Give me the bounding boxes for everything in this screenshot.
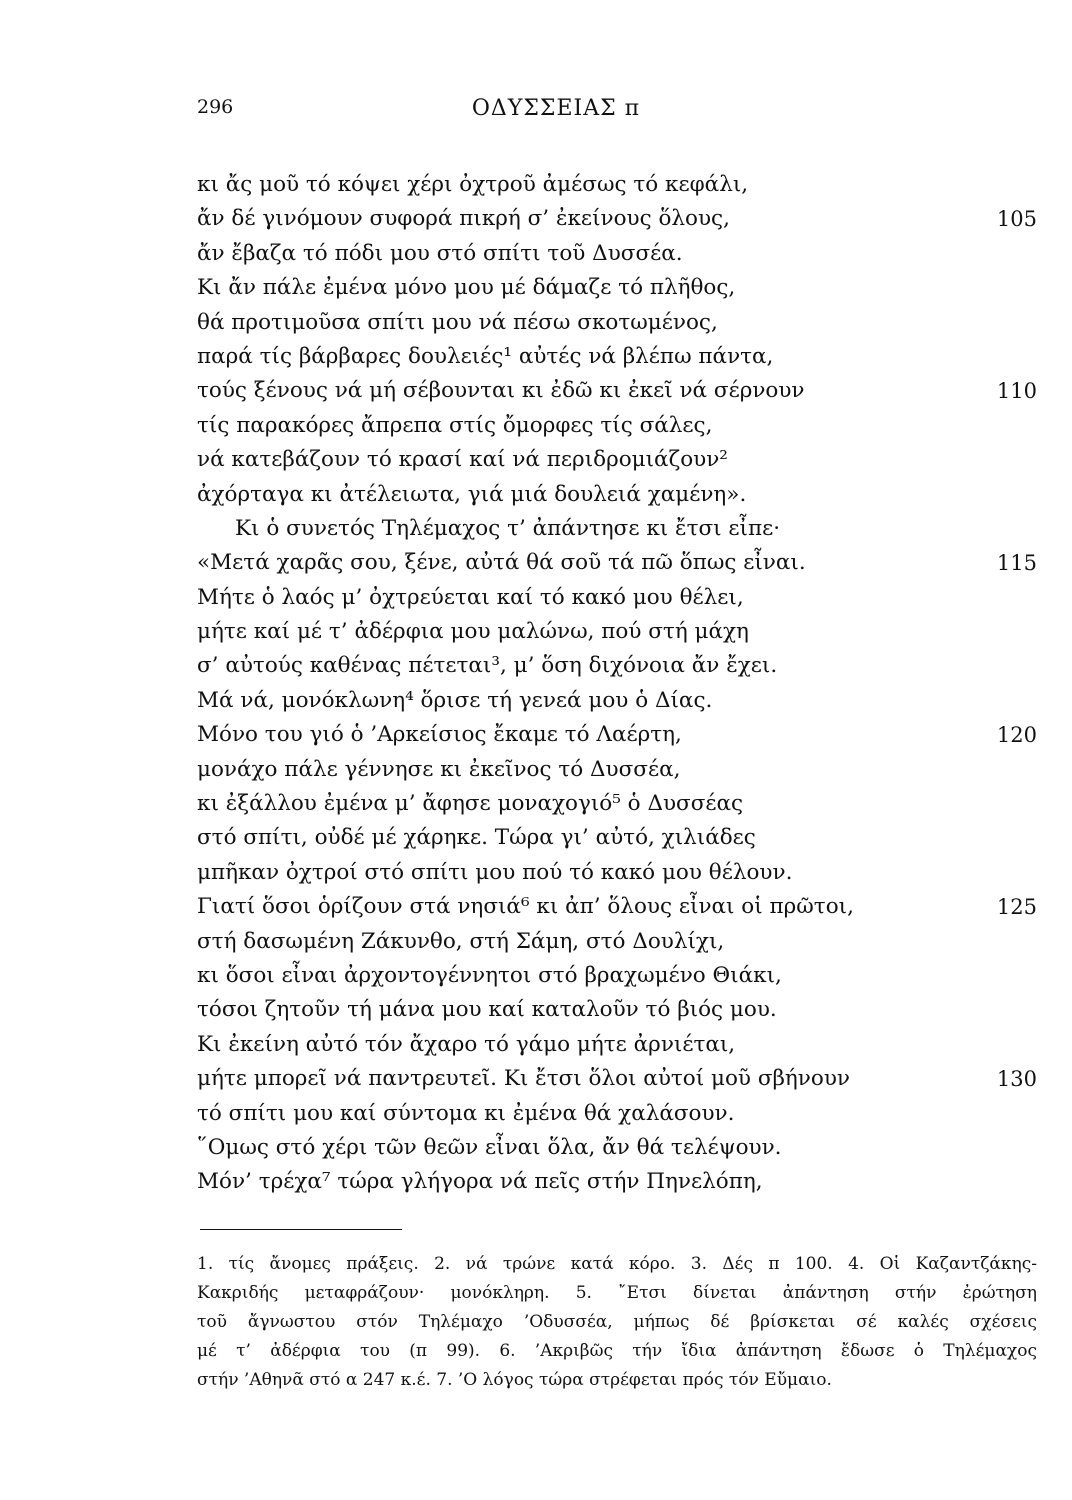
verse-line [197,478,1037,512]
line-number: 115 [996,551,1037,576]
line-number: 110 [996,379,1037,404]
verse-text: ἄν ἔβαζα τό πόδι μου στό σπίτι τοῦ Δυσσέα. [197,240,683,266]
verse-line [197,993,1037,1027]
verse-text: Κι ὁ συνετός Τηλέμαχος τ’ ἀπάντησε κι ἔτσι εἶπε· [235,515,781,541]
verse-text: μονάχο πάλε γέννησε κι ἐκεῖνος τό Δυσσέα, [197,756,681,782]
verse-line [197,925,1037,959]
verse-text: τίς παρακόρες ἄπρεπα στίς ὄμορφες τίς σάλες, [197,412,713,438]
verse-line [197,615,1037,649]
verse-text: τούς ξένους νά μή σέβουνται κι ἐδῶ κι ἐκεῖ νά σέρνουν [197,378,805,404]
verse-line [197,581,1037,615]
verse-line [197,202,1037,236]
verse-line [197,787,1037,821]
page-number: 296 [197,96,234,118]
verse-line [197,890,1037,924]
running-title: ΟΔΥΣΣΕΙΑΣ π [471,96,641,121]
verse-text: μήτε καί μέ τ’ ἀδέρφια μου μαλώνω, πού στή μάχη [197,619,749,645]
verse-text: «Μετά χαρᾶς σου, ξένε, αὐτά θά σοῦ τά πῶ ὅπως εἶναι. [197,550,806,576]
verse-line [197,649,1037,683]
verse-line [197,1028,1037,1062]
verse-line [197,1165,1037,1199]
footnote-line: τοῦ ἄγνωστου στόν Τηλέμαχο ’Οδυσσέα, μήπως δέ βρίσκεται σέ καλές σχέσεις [197,1312,1037,1332]
verse-text: ἀχόρταγα κι ἀτέλειωτα, γιά μιά δουλειά χαμένη». [197,481,747,507]
verse-line [197,512,1037,546]
verse-line [197,1097,1037,1131]
verse-text: Κι ἐκείνη αὐτό τόν ἄχαρο τό γάμο μήτε ἀρνιέται, [197,1031,736,1057]
verse-line [197,168,1037,202]
verse-line [197,753,1037,787]
verse-text: Γιατί ὅσοι ὁρίζουν στά νησιά⁶ κι ἀπ’ ὅλους εἶναι οἱ πρῶτοι, [197,894,854,920]
footnote-line: Κακριδής μεταφράζουν· μονόκληρη. 5. ῎Ετσι δίνεται ἀπάντηση στήν ἐρώτηση [197,1283,1037,1303]
verse-text: Κι ἄν πάλε ἐμένα μόνο μου μέ δάμαζε τό πλῆθος, [197,275,736,301]
verse-line [197,340,1037,374]
verse-line [197,374,1037,408]
verse-text: ἄν δέ γινόμουν συφορά πικρή σ’ ἐκείνους ὅλους, [197,206,730,232]
verse-text: μπῆκαν ὀχτροί στό σπίτι μου πού τό κακό μου θέλουν. [197,859,793,885]
verse-text: σ’ αὐτούς καθένας πέτεται³, μ’ ὅση διχόνοια ἄν ἔχει. [197,653,778,679]
line-number: 105 [996,207,1037,232]
verse-text: τό σπίτι μου καί σύντομα κι ἐμένα θά χαλάσουν. [197,1100,735,1126]
verse-line [197,306,1037,340]
verse-text: τόσοι ζητοῦν τή μάνα μου καί καταλοῦν τό βιός μου. [197,997,777,1023]
verse-text: στό σπίτι, οὐδέ μέ χάρηκε. Τώρα γι’ αὐτό, χιλιάδες [197,825,756,851]
verse-line [197,443,1037,477]
verse-text: κι ἐξάλλου ἐμένα μ’ ἄφησε μοναχογιό⁵ ὁ Δυσσέας [197,791,744,817]
verse-text: θά προτιμοῦσα σπίτι μου νά πέσω σκοτωμένος, [197,309,718,335]
verse-line [197,409,1037,443]
verse-line [197,718,1037,752]
footnote-line: μέ τ’ ἀδέρφια του (π 99). 6. ’Ακριβῶς τήν ἴδια ἀπάντηση ἔδωσε ὁ Τηλέμαχος [197,1341,1037,1361]
verse-text: Μόν’ τρέχα⁷ τώρα γλήγορα νά πεῖς στήν Πηνελόπη, [197,1169,763,1195]
line-number: 130 [996,1067,1037,1092]
verse-text: ῞Ομως στό χέρι τῶν θεῶν εἶναι ὅλα, ἄν θά τελέψουν. [197,1134,782,1160]
line-number: 120 [996,723,1037,748]
footnote-line: στήν ’Αθηνᾶ στό α 247 κ.έ. 7. ’Ο λόγος τώρα στρέφεται πρός τόν Εὔμαιο. [197,1370,832,1390]
verse-line [197,1131,1037,1165]
verse-line [197,684,1037,718]
verse-text: παρά τίς βάρβαρες δουλειές¹ αὐτές νά βλέπω πάντα, [197,343,774,369]
verse-block [197,168,1037,1200]
verse-text: νά κατεβάζουν τό κρασί καί νά περιδρομιάζουν² [197,447,728,473]
verse-line [197,959,1037,993]
line-number: 125 [996,895,1037,920]
footnote-line: 1. τίς ἄνομες πράξεις. 2. νά τρώνε κατά κόρο. 3. Δές π 100. 4. Οἱ Καζαντζάκης- [197,1254,1037,1274]
footnote-rule [200,1229,402,1230]
verse-line [197,821,1037,855]
verse-line [197,856,1037,890]
verse-line [197,1062,1037,1096]
verse-text: Μήτε ὁ λαός μ’ ὀχτρεύεται καί τό κακό μου θέλει, [197,584,744,610]
verse-text: Μόνο του γιό ὁ ’Αρκείσιος ἔκαμε τό Λαέρτη, [197,722,682,748]
verse-line [197,237,1037,271]
verse-text: στή δασωμένη Ζάκυνθο, στή Σάμη, στό Δουλίχι, [197,928,725,954]
verse-text: Μά νά, μονόκλωνη⁴ ὅρισε τή γενεά μου ὁ Δίας. [197,687,713,713]
verse-text: μήτε μπορεῖ νά παντρευτεῖ. Κι ἔτσι ὅλοι αὐτοί μοῦ σβήνουν [197,1066,850,1092]
verse-line [197,271,1037,305]
footnotes [197,1250,1037,1395]
verse-line [197,546,1037,580]
verse-text: κι ὅσοι εἶναι ἀρχοντογέννητοι στό βραχωμένο Θιάκι, [197,962,782,988]
verse-text: κι ἄς μοῦ τό κόψει χέρι ὀχτροῦ ἀμέσως τό κεφάλι, [197,172,749,197]
